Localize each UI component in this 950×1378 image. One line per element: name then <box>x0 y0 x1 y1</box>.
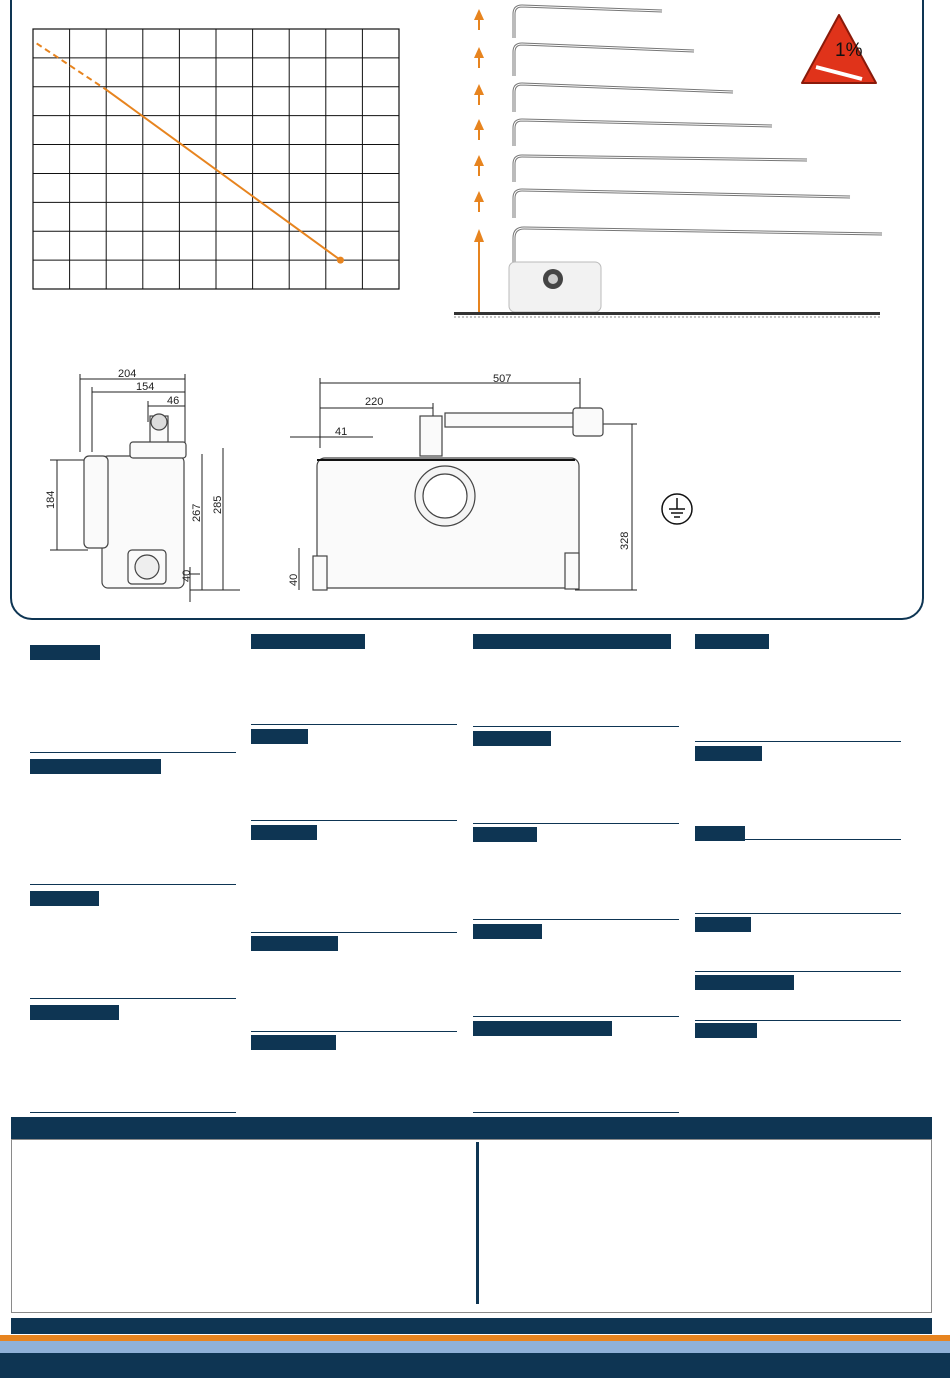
dim-width-204: 204 <box>118 368 137 380</box>
section-header <box>251 729 308 744</box>
floor-line <box>454 312 880 317</box>
section-divider <box>30 998 236 999</box>
section-divider <box>695 1020 901 1021</box>
section-header <box>473 731 551 746</box>
arrow-up-icon <box>474 9 484 312</box>
section-divider <box>473 919 679 920</box>
footer-light-stripe <box>0 1341 950 1353</box>
section-header <box>695 634 769 649</box>
section-header <box>473 1021 612 1036</box>
section-header <box>251 634 365 649</box>
section-divider <box>695 971 901 972</box>
dim-width-220: 220 <box>365 396 384 408</box>
slope-percent-label: 1% <box>835 40 863 61</box>
section-divider <box>251 932 457 933</box>
section-divider <box>30 884 236 885</box>
section-divider <box>473 823 679 824</box>
pump-unit-image <box>509 262 601 312</box>
performance-curve-chart <box>32 28 400 290</box>
section-header <box>695 917 751 932</box>
section-divider <box>251 1031 457 1032</box>
dim-width-41: 41 <box>335 426 348 438</box>
section-divider <box>30 752 236 753</box>
dim-height-285: 285 <box>212 495 224 514</box>
section-divider <box>695 913 901 914</box>
bottom-box-divider <box>476 1142 479 1304</box>
section-divider <box>473 726 679 727</box>
section-divider <box>695 839 901 840</box>
section-divider <box>695 741 901 742</box>
section-header <box>251 936 338 951</box>
section-divider <box>251 724 457 725</box>
section-header <box>695 1023 757 1038</box>
section-header <box>30 645 100 660</box>
front-view-drawing <box>285 368 645 613</box>
dim-width-154: 154 <box>136 381 155 393</box>
bottom-info-box <box>11 1139 932 1313</box>
section-divider <box>30 1112 236 1113</box>
earth-ground-icon <box>661 493 693 525</box>
footer-navy-band <box>0 1353 950 1378</box>
dim-width-507: 507 <box>493 373 512 385</box>
dim-width-46: 46 <box>167 395 180 407</box>
section-divider <box>251 820 457 821</box>
footer-top-bar <box>11 1318 932 1334</box>
dim-height-328: 328 <box>619 531 631 550</box>
bottom-section-header-bar <box>11 1117 932 1139</box>
section-header <box>473 924 542 939</box>
section-divider <box>473 1112 679 1113</box>
warning-triangle-icon <box>800 12 878 86</box>
dim-height-40-front: 40 <box>288 573 300 586</box>
dim-height-267: 267 <box>191 503 203 522</box>
section-header <box>695 975 794 990</box>
curve-end-point <box>337 257 344 264</box>
dim-height-184: 184 <box>45 490 57 509</box>
section-header <box>473 634 671 649</box>
side-view-drawing <box>40 362 240 612</box>
section-header <box>251 1035 336 1050</box>
curve-dashed-segment <box>37 43 107 89</box>
section-header <box>30 1005 119 1020</box>
section-header <box>30 759 161 774</box>
section-divider <box>473 1016 679 1017</box>
section-header <box>251 825 317 840</box>
section-header <box>695 746 762 761</box>
dim-height-40-side: 40 <box>181 569 193 582</box>
section-header <box>473 827 537 842</box>
section-header <box>30 891 99 906</box>
